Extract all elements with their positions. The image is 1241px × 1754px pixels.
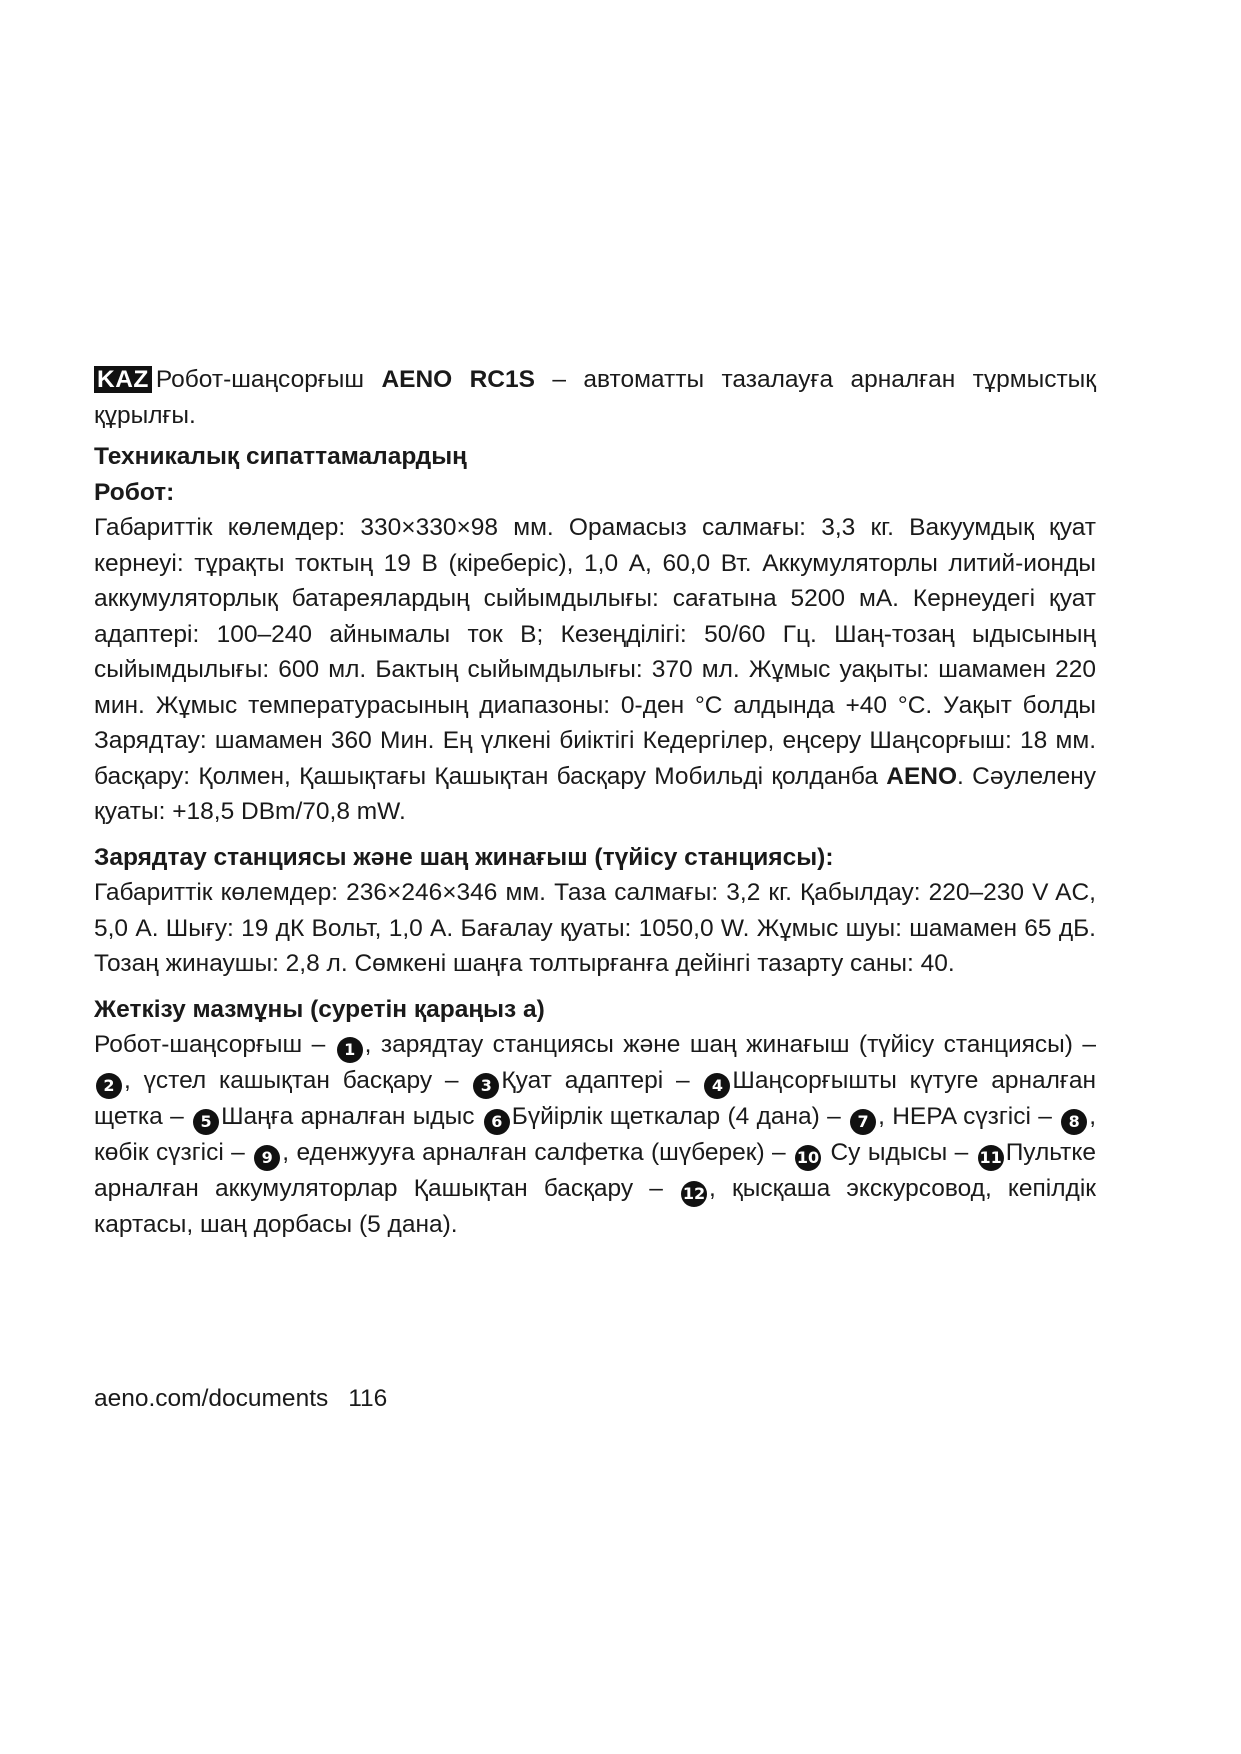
- item-number-icon: 9: [254, 1145, 280, 1171]
- item-number-icon: 2: [96, 1073, 122, 1099]
- item-number-icon: 6: [484, 1109, 510, 1135]
- item-number-icon: 5: [193, 1109, 219, 1135]
- documents-link[interactable]: aeno.com/documents: [94, 1385, 329, 1412]
- item-number-icon: 1: [337, 1037, 363, 1063]
- item-number-icon: 11: [978, 1145, 1004, 1171]
- item-number-icon: 7: [850, 1109, 876, 1135]
- document-body: [94, 362, 1096, 1243]
- item-number-icon: 10: [795, 1145, 821, 1171]
- page-number: 116: [348, 1385, 388, 1412]
- brand-name: AENO RC1S: [381, 366, 535, 393]
- station-heading: Зарядтау станциясы және шаң жинағыш (түйісу станциясы):: [94, 843, 834, 871]
- robot-heading: Робот:: [94, 478, 175, 506]
- package-contents: Робот-шаңсорғыш – 1 , зарядтау станциясы және шаң жинағыш (түйісу станциясы) – 2 , үстел кашықтан басқару – 3 Қуат адаптері – 4 Шаңсорғышты күтуге арналған щетка – 5 Шаңға арналған ыдыс 6 Бүйірлік щеткалар (4 дана) – 7 , HEPA сүзгісі – 8 , көбік сүзгісі – 9 , еденжууға арналған салфетка (шүберек) – 10 Су ыдысы – 11 Пультке арналған аккумуляторлар Қашықтан басқару – 12 , қысқаша экскурсовод, кепілдік картасы, шаң дорбасы (5 дана).: [94, 1031, 1097, 1238]
- item-number-icon: 3: [473, 1073, 499, 1099]
- intro-paragraph: KAZ Робот-шаңсорғыш AENO RC1S – автоматты тазалауға арналған тұрмыстық құрылғы.: [94, 366, 1096, 429]
- language-tag: KAZ: [94, 366, 152, 393]
- robot-specs: Габариттік көлемдер: 330×330×98 мм. Орамасыз салмағы: 3,3 кг. Вакуумдық қуат кернеуі: тұрақты токтың 19 В (кіреберіс), 1,0 А, 60,0 Вт. Аккумуляторлы литий-ионды аккумуляторлық батареялардың сыйымдылығы: сағатына 5200 мА. Кернеудегі қуат адаптері: 100–240 айнымалы ток В; Кезеңділігі: 50/60 Гц. Шаң-тозаң ыдысының сыйымдылығы: 600 мл. Бактың сыйымдылығы: 370 мл. Жұмыс уақыты: шамамен 220 мин. Жұмыс температурасының диапазоны: 0-ден °C алдында +40 °C. Уақыт болды Зарядтау: шамамен 360 Мин. Ең үлкені биіктігі Кедергілер, еңсеру Шаңсорғыш: 18 мм. басқару: Қолмен, Қашықтағы Қашықтан басқару Мобильді қолданба AENO. Сәулелену қуаты: +18,5 DBm/70,8 mW.: [94, 514, 1096, 825]
- item-number-icon: 4: [704, 1073, 730, 1099]
- station-specs: Габариттік көлемдер: 236×246×346 мм. Таза салмағы: 3,2 кг. Қабылдау: 220–230 V AC, 5,0 А. Шығу: 19 дК Вольт, 1,0 А. Бағалау қуаты: 1050,0 W. Жұмыс шуы: шамамен 65 дБ. Тозаң жинаушы: 2,8 л. Сөмкені шаңға толтырғанға дейінгі тазарту саны: 40.: [94, 879, 1096, 977]
- specs-heading: Техникалық сипаттамалардың: [94, 443, 467, 470]
- package-heading: Жеткізу мазмұны (суретін қараңыз а): [94, 995, 545, 1023]
- item-number-icon: 12: [681, 1181, 707, 1207]
- item-number-icon: 8: [1061, 1109, 1087, 1135]
- page-footer: [94, 1382, 387, 1416]
